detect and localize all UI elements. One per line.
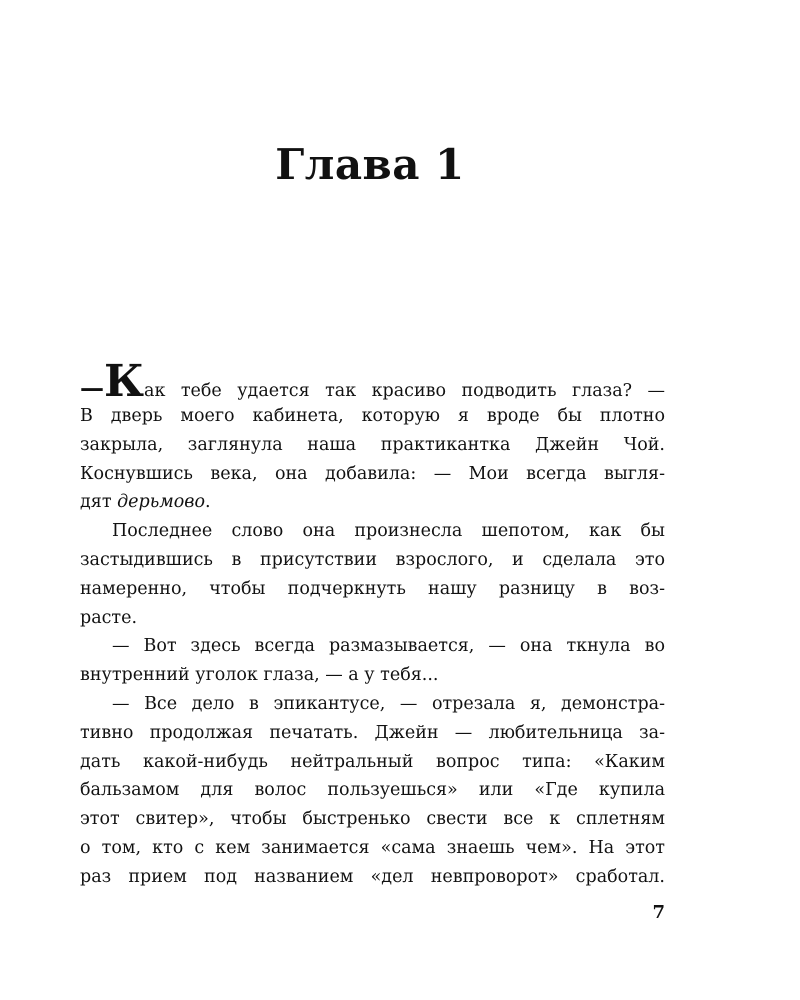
text-line: внутренний уголок глаза, — а у тебя... [80,665,439,686]
lead-dash: — [80,373,104,402]
text-line: раз прием под названием «дел невпроворот» сработал. [80,866,665,887]
chapter-title: Глава 1 [275,140,465,189]
text-line: — Вот здесь всегда размазывается, — она ткнула во [112,636,665,657]
text-line: Коснувшись века, она добавила: — Мои всегда выгля- [80,463,665,484]
body-text [80,356,665,892]
opening-line-text: ак тебе удается так красиво подводить глаза? — [144,381,665,401]
text-line [80,488,665,517]
text-line: — Все дело в эпикантусе, — отрезала я, демонстра- [112,693,665,714]
text-line: расте. [80,607,138,628]
text-line: застыдившись в присутствии взрослого, и сделала это [80,549,665,570]
text-fragment: дят [80,492,118,513]
text-fragment: . [205,492,211,513]
text-line: бальзамом для волос пользуешься» или «Где купила [80,780,665,801]
text-line: дать какой-нибудь нейтральный вопрос типа: «Каким [80,751,665,772]
text-line: намеренно, чтобы подчеркнуть нашу разницу в воз- [80,578,665,599]
text-line: Последнее слово она произнесла шепотом, как бы [112,521,665,542]
text-line: тивно продолжая печатать. Джейн — любительница за- [80,722,665,743]
text-line: о том, кто с кем занимается «сама знаешь чем». На этот [80,837,665,858]
page-number: 7 [652,902,665,923]
text-line: В дверь моего кабинета, которую я вроде бы плотно [80,406,665,426]
text-line: этот свитер», чтобы быстренько свести все к сплетням [80,809,665,830]
italic-word: дерьмово [117,492,206,513]
opening-line [80,356,665,407]
text-line: закрыла, заглянула наша практикантка Джейн Чой. [80,434,665,455]
drop-cap-letter: К [104,356,145,407]
